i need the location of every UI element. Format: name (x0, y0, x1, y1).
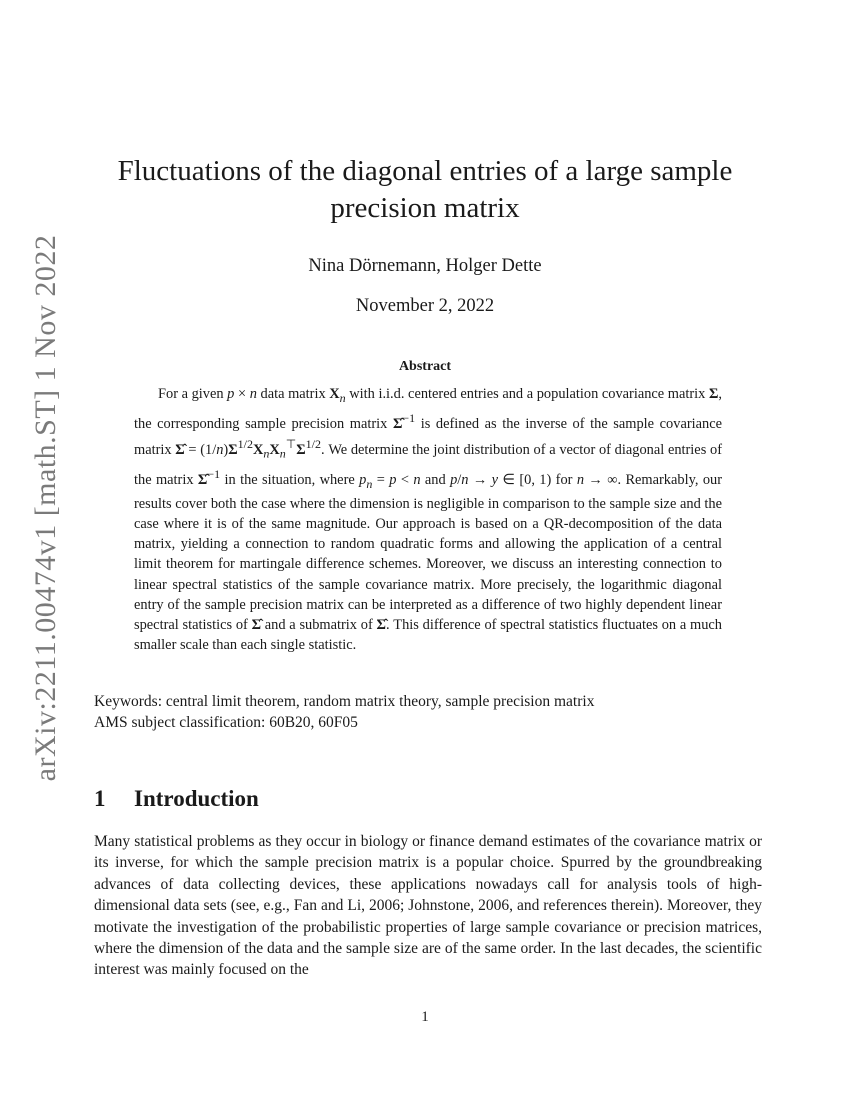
paper-title (0, 153, 850, 227)
keywords-block (94, 691, 594, 733)
title-line-2: precision matrix (330, 192, 520, 224)
title-line-1: Fluctuations of the diagonal entries of a large sample (117, 155, 733, 187)
introduction-paragraph: Many statistical problems as they occur in biology or finance demand estimates of the covariance matrix or its inverse, for which the sample precision matrix is a popular choice. Spurred by the groundbreaking advances of data collecting devices, these applications nowadays call for analysis tools of high-dimensional data sets (see, e.g., Fan and Li, 2006; Johnstone, 2006, and references therein). Moreover, they motivate the investigation of the probabilistic properties of large sample covariance or precision matrices, where the dimension of the data and the sample size are of the same order. In the last decades, the scientific interest was mainly focused on the (94, 833, 762, 979)
keywords-line: Keywords: central limit theorem, random matrix theory, sample precision matrix (94, 693, 595, 710)
authors: Nina Dörnemann, Holger Dette (308, 256, 542, 276)
section-number: 1 (94, 786, 106, 811)
abstract-text: For a given p × n data matrix $X_n$ with i.i.d. centered entries and a population covariance matrix Σ, the corresponding sample precision matrix Σ̂$^{-1}$ is defined as the inverse of the sample covariance matrix Σ̂ = $(1/n)\Sigma^{1/2}X_nX_n^⊤\Sigma^{1/2}$. We determine the joint distribution of a vector of diagonal entries of the matrix Σ̂$^{-1}$ in the situation, where $p_n = p < n$ and p/n → y ∈ [0, 1) for n → ∞. Remarkably, our results cover both the case where the dimension is negligible in comparison to the sample size and the case where it is of the same magnitude. Our approach is based on a QR-decomposition of the data matrix, yielding a connection to random quadratic forms and allowing the application of a central limit theorem for martingale difference schemes. Moreover, we discuss an interesting connection to linear spectral statistics of the sample covariance matrix. More precisely, the logarithmic diagonal entry of the sample precision matrix can be interpreted as a difference of two highly dependent linear spectral statistics of Σ̂ and a submatrix of Σ̂. This difference of spectral statistics fluctuates on a much smaller scale than each single statistic. (134, 386, 723, 654)
arxiv-identifier-stamp: arXiv:2211.00474v1 [math.ST] 1 Nov 2022 (29, 234, 62, 782)
ams-classification-line: AMS subject classification: 60B20, 60F05 (94, 714, 358, 731)
publication-date: November 2, 2022 (355, 296, 495, 316)
abstract-heading: Abstract (398, 359, 452, 374)
section-title: Introduction (134, 786, 259, 811)
page-number: 1 (421, 1009, 429, 1025)
section-heading-introduction (94, 786, 259, 812)
